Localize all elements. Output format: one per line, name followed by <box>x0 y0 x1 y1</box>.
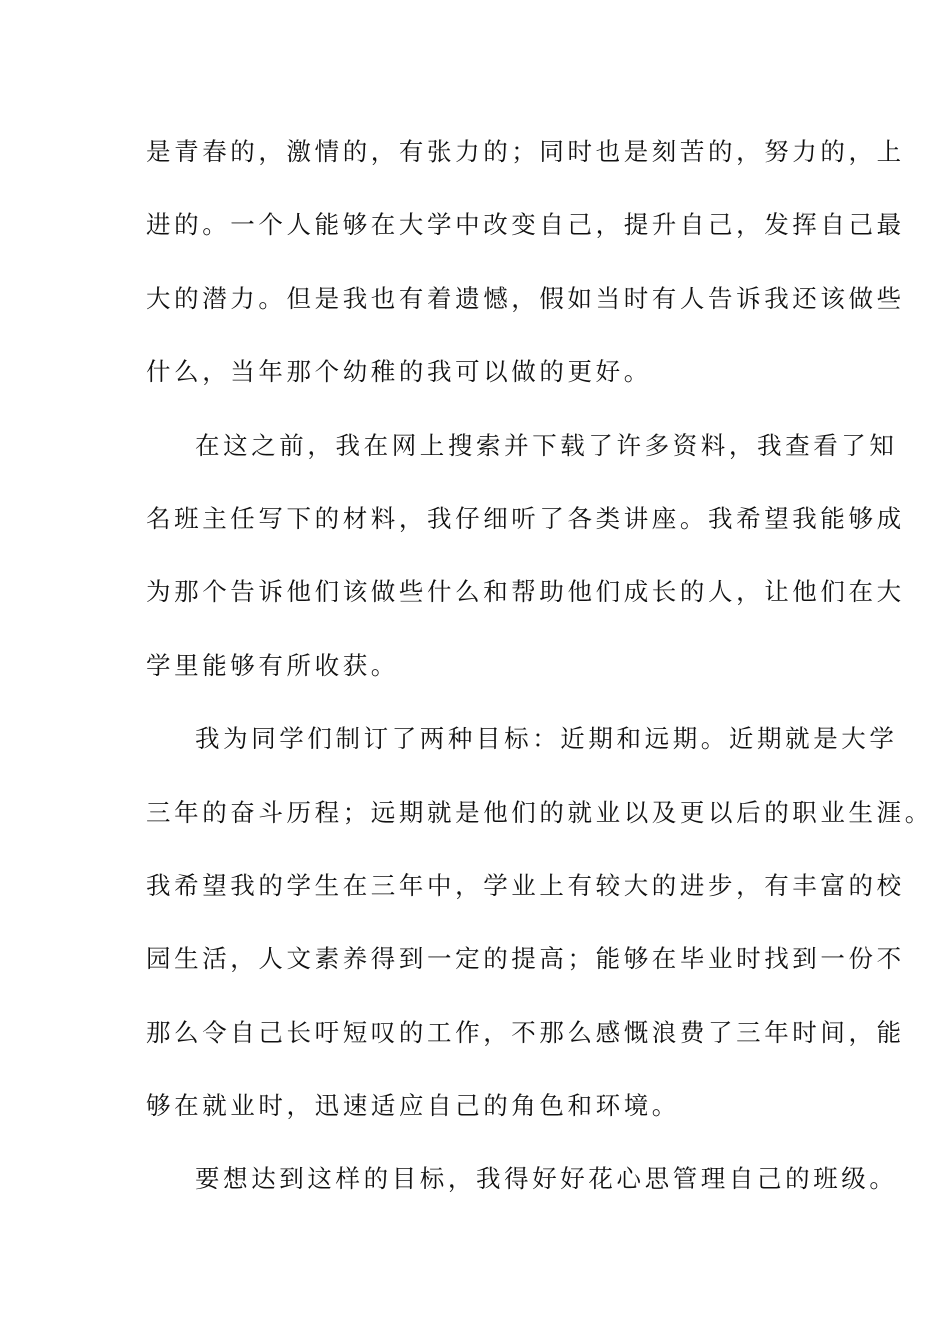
paragraph-start-line: 在这之前，我在网上搜索并下载了许多资料，我查看了知 <box>195 430 898 460</box>
text-line: 够在就业时，迅速适应自己的角色和环境。 <box>146 1091 680 1121</box>
body-text <box>146 126 933 1227</box>
text-line: 为那个告诉他们该做些什么和帮助他们成长的人，让他们在大 <box>146 577 905 607</box>
text-line: 大的潜力。但是我也有着遗憾，假如当时有人告诉我还该做些 <box>146 283 905 313</box>
text-line: 学里能够有所收获。 <box>146 650 399 680</box>
text-line: 三年的奋斗历程；远期就是他们的就业以及更以后的职业生涯。 <box>146 797 933 827</box>
text-line: 园生活，人文素养得到一定的提高；能够在毕业时找到一份不 <box>146 944 905 974</box>
text-line: 什么，当年那个幼稚的我可以做的更好。 <box>146 357 652 387</box>
text-line: 进的。一个人能够在大学中改变自己，提升自己，发挥自己最 <box>146 210 905 240</box>
text-line: 是青春的，激情的，有张力的；同时也是刻苦的，努力的，上 <box>146 137 905 166</box>
paragraph-start-line: 要想达到这样的目标，我得好好花心思管理自己的班级。 <box>195 1164 898 1194</box>
text-line: 我希望我的学生在三年中，学业上有较大的进步，有丰富的校 <box>146 870 905 900</box>
text-line: 名班主任写下的材料，我仔细听了各类讲座。我希望我能够成 <box>146 503 905 533</box>
paragraph-start-line: 我为同学们制订了两种目标：近期和远期。近期就是大学 <box>195 724 898 754</box>
text-line: 那么令自己长吁短叹的工作，不那么感慨浪费了三年时间，能 <box>146 1017 905 1047</box>
